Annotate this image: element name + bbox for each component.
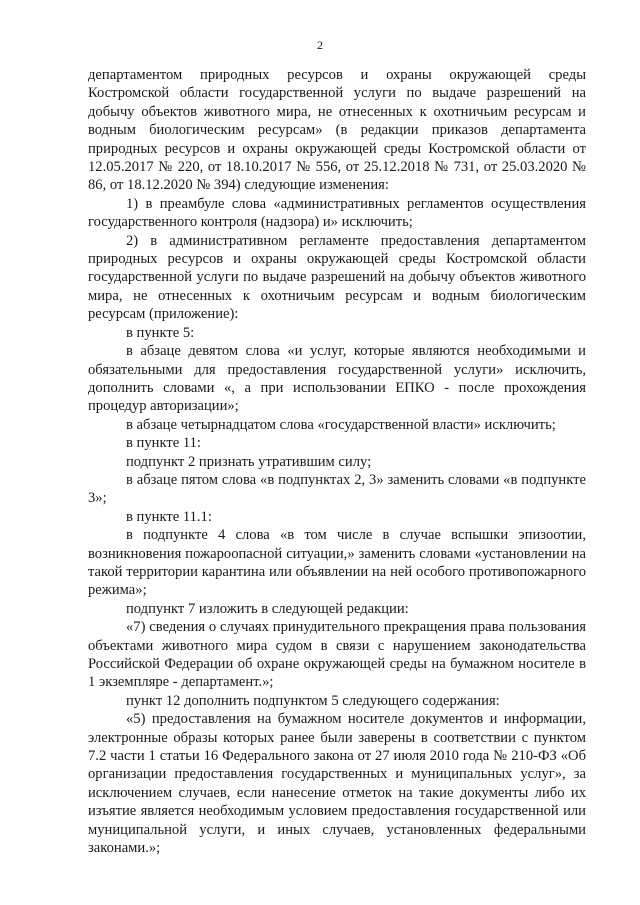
paragraph-point-11-1-sub-7: подпункт 7 изложить в следующей редакции: xyxy=(126,600,409,617)
document-body xyxy=(88,66,586,857)
paragraph-point-5: в пункте 5: xyxy=(126,324,195,341)
paragraph-point-11: в пункте 11: xyxy=(126,435,201,452)
paragraph-sub-5-text: «5) предоставления на бумажном носителе документов и информации, электронные образы которых ранее были заверены в соответствии с пунктом 7.2 части 1 статьи 16 Федерального закона от 27 июля 2010 года № 210-ФЗ «Об организации предоставления государственных и муниципальных услуг», за исключением случаев, если нанесение отметок на такие документы либо их изъятие является необходимым условием предоставления государственной или муниципальной услуги, и иных случаев, установленных федеральными законами.»; xyxy=(88,711,586,857)
paragraph-sub-7-text: «7) сведения о случаях принудительного прекращения права пользования объектами животного мира судом в связи с нарушением законодательства Российской Федерации об охране окружающей среды на бумажном носителе в 1 экземпляре - департамент.»; xyxy=(88,619,586,691)
page-number: 2 xyxy=(317,38,323,52)
paragraph-point-11-sub-2: подпункт 2 признать утратившим силу; xyxy=(126,453,372,470)
paragraph-item-2: 2) в административном регламенте предоставления департаментом природных ресурсов и охраны окружающей среды Костромской области государственной услуги по выдаче разрешений на добычу объектов животного мира, не отнесенных к охотничьим ресурсам и водным биологическим ресурсам (приложение): xyxy=(88,232,586,323)
paragraph-point-11-1: в пункте 11.1: xyxy=(126,508,212,525)
paragraph-point-11-fifth: в абзаце пятом слова «в подпунктах 2, 3» заменить словами «в подпункте 3»; xyxy=(88,471,586,507)
paragraph-point-5-ninth: в абзаце девятом слова «и услуг, которые являются необходимыми и обязательными для предоставления государственной услуги» исключить, дополнить словами «, а при использовании ЕПКО - после прохождения процедур авторизации»; xyxy=(88,343,586,415)
paragraph-point-11-1-sub-4: в подпункте 4 слова «в том числе в случае вспышки эпизоотии, возникновения пожароопасной ситуации,» заменить словами «установлении на такой территории карантина или объявлении на ней особого противопожарного режима»; xyxy=(88,527,586,599)
paragraph-point-12: пункт 12 дополнить подпунктом 5 следующего содержания: xyxy=(126,692,500,709)
paragraph-item-1: 1) в преамбуле слова «административных регламентов осуществления государственного контроля (надзора) и» исключить; xyxy=(88,195,586,231)
paragraph-point-5-fourteenth: в абзаце четырнадцатом слова «государственной власти» исключить; xyxy=(126,416,556,433)
paragraph-intro: департаментом природных ресурсов и охраны окружающей среды Костромской области государственной услуги по выдаче разрешений на добычу объектов животного мира, не отнесенных к охотничьим ресурсам и водным биологическим ресурсам» (в редакции приказов департамента природных ресурсов и охраны окружающей среды Костромской области от 12.05.2017 № 220, от 18.10.2017 № 556, от 25.12.2018 № 731, от 25.03.2020 № 86, от 18.12.2020 № 394) следующие изменения: xyxy=(88,67,586,194)
